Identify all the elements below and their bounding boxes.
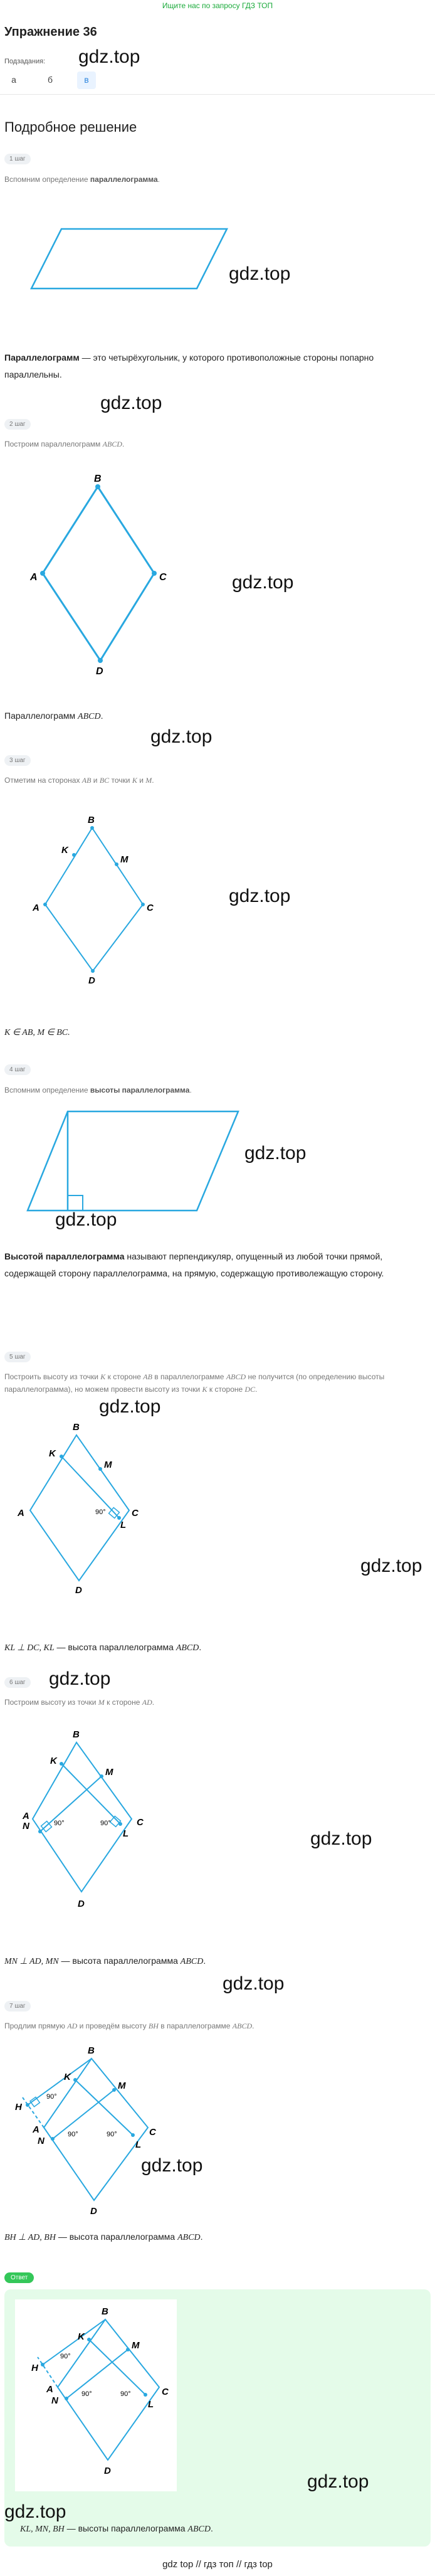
rhombus-kl-figure	[0, 1418, 188, 1606]
label-d: D	[96, 666, 103, 677]
step-badge: 6 шаг	[4, 1677, 31, 1688]
step-caption: KL ⊥ DC, KL — высота параллелограмма ABCD.	[4, 1642, 202, 1653]
angle-label: 90°	[107, 2131, 117, 2138]
label-c: C	[132, 1508, 139, 1519]
watermark: gdz.top	[307, 2471, 369, 2492]
step-note: Вспомним определение параллелограмма.	[4, 175, 160, 184]
step-badge: 5 шаг	[4, 1352, 31, 1362]
rhombus-km-figure	[0, 809, 188, 985]
label-m: M	[120, 854, 128, 865]
search-hint-link[interactable]: Ищите нас по запросу ГДЗ ТОП	[162, 1, 273, 10]
step-badge: 2 шаг	[4, 419, 31, 430]
answer-badge: Ответ	[4, 2272, 34, 2283]
label-n: N	[51, 2395, 58, 2406]
label-l: L	[148, 2399, 154, 2410]
definition-text: Параллелограмм — это четырёхугольник, у которого противоположные стороны попарно параллельны.	[4, 352, 374, 379]
label-h: H	[31, 2363, 38, 2373]
watermark: gdz.top	[99, 1396, 161, 1417]
watermark: gdz.top	[78, 46, 140, 67]
angle-label: 90°	[81, 2390, 92, 2398]
top-bar	[0, 0, 435, 13]
watermark: gdz.top	[229, 886, 291, 906]
rhombus-mn-figure	[0, 1725, 188, 1919]
label-b: B	[73, 1422, 80, 1433]
label-c: C	[159, 572, 167, 583]
watermark: gdz.top	[223, 1973, 285, 1994]
page-title: Упражнение 36	[4, 25, 97, 39]
tab-b[interactable]: б	[47, 75, 53, 85]
step-caption: Параллелограмм ABCD.	[4, 711, 103, 721]
label-c: C	[162, 2387, 169, 2397]
step-note: Построим высоту из точки M к стороне AD.	[4, 1698, 155, 1707]
label-b: B	[102, 2306, 108, 2317]
step-note: Построить высоту из точки K к стороне AB в параллелограмме ABCD не получится (по определению высоты параллелограмма), но можем провести высоту из точки K к стороне DC.	[4, 1372, 385, 1394]
label-b: B	[73, 1729, 80, 1740]
label-d: D	[90, 2206, 97, 2217]
label-k: K	[50, 1756, 57, 1766]
definition-text: Высотой параллелограмма называют перпендикуляр, опущенный из любой точки прямой, содержащей сторону параллелограмма, на прямую, содержащую противолежащую сторону.	[4, 1251, 384, 1278]
tab-v[interactable]: в	[77, 72, 96, 89]
label-a: A	[18, 1508, 24, 1519]
label-a: A	[46, 2384, 53, 2395]
step-badge: 4 шаг	[4, 1064, 31, 1075]
label-n: N	[38, 2136, 45, 2146]
label-d: D	[88, 975, 95, 986]
label-m: M	[118, 2080, 126, 2091]
subtask-tabs	[4, 72, 96, 89]
bottom-link[interactable]: гдз top	[244, 2559, 273, 2570]
label-c: C	[147, 903, 154, 913]
step-badge: 7 шаг	[4, 2001, 31, 2012]
label-k: K	[49, 1448, 56, 1459]
step-note: Продлим прямую AD и проведём высоту BH в параллелограмме ABCD.	[4, 2022, 254, 2030]
watermark: gdz.top	[4, 2501, 66, 2522]
label-c: C	[137, 1817, 144, 1828]
angle-label: 90°	[100, 1820, 111, 1827]
label-m: M	[105, 1767, 113, 1778]
link-separator: //	[236, 2559, 242, 2570]
label-n: N	[23, 1821, 29, 1831]
parallelogram-figure	[0, 220, 251, 295]
label-k: K	[78, 2331, 85, 2342]
label-d: D	[75, 1585, 82, 1596]
tab-a[interactable]: а	[11, 75, 16, 85]
label-a: A	[33, 903, 39, 913]
watermark: gdz.top	[100, 393, 162, 413]
angle-label: 90°	[120, 2390, 131, 2398]
answer-figure	[19, 2308, 182, 2490]
step-note: Вспомним определение высоты параллелограмма.	[4, 1086, 192, 1095]
label-a: A	[30, 572, 38, 583]
section-title: Подробное решение	[4, 119, 137, 135]
label-b: B	[94, 474, 102, 484]
step-caption: BH ⊥ AD, BH — высота параллелограмма ABCD.	[4, 2232, 203, 2242]
label-d: D	[104, 2466, 111, 2476]
rhombus-abcd-figure	[0, 470, 201, 684]
step-note: Построим параллелограмм ABCD.	[4, 440, 125, 448]
step-caption: MN ⊥ AD, MN — высота параллелограмма ABCD.	[4, 1956, 206, 1966]
angle-label: 90°	[95, 1508, 106, 1516]
watermark: gdz.top	[141, 2155, 203, 2176]
label-d: D	[78, 1899, 85, 1909]
label-a: A	[23, 1811, 29, 1821]
label-k: K	[64, 2072, 71, 2082]
label-l: L	[120, 1520, 127, 1530]
step-note: Отметим на сторонах AB и BC точки K и M.	[4, 776, 154, 785]
angle-label: 90°	[46, 2093, 57, 2101]
watermark: gdz.top	[150, 726, 212, 747]
angle-label: 90°	[60, 2353, 71, 2360]
subtasks-label: Подзадания:	[4, 58, 46, 65]
angle-label: 90°	[54, 1820, 65, 1827]
watermark: gdz.top	[55, 1209, 117, 1230]
link-separator: //	[196, 2559, 201, 2570]
step-badge: 3 шаг	[4, 755, 31, 766]
label-m: M	[104, 1460, 112, 1470]
watermark: gdz.top	[244, 1143, 307, 1163]
label-m: M	[132, 2340, 140, 2351]
bottom-link[interactable]: гдз топ	[204, 2559, 234, 2570]
parallelogram-height-figure	[0, 1104, 276, 1229]
label-b: B	[88, 2045, 95, 2056]
label-c: C	[149, 2127, 156, 2138]
label-l: L	[135, 2139, 142, 2150]
label-a: A	[33, 2124, 39, 2135]
bottom-link[interactable]: gdz top	[162, 2559, 194, 2570]
step-badge: 1 шаг	[4, 154, 31, 164]
answer-caption: KL, MN, BH — высоты параллелограмма ABCD.	[20, 2523, 213, 2534]
label-b: B	[88, 815, 95, 825]
watermark: gdz.top	[310, 1828, 372, 1849]
label-k: K	[61, 845, 68, 856]
watermark: gdz.top	[229, 263, 291, 284]
divider	[0, 94, 435, 95]
step-caption: K ∈ AB, M ∈ BC.	[4, 1028, 70, 1037]
watermark: gdz.top	[360, 1556, 422, 1576]
angle-label: 90°	[68, 2131, 78, 2138]
label-h: H	[15, 2102, 22, 2112]
rhombus-bh-figure	[0, 2045, 188, 2233]
watermark: gdz.top	[49, 1668, 111, 1689]
label-l: L	[123, 1828, 129, 1839]
watermark: gdz.top	[232, 572, 294, 593]
bottom-links	[0, 2559, 435, 2570]
